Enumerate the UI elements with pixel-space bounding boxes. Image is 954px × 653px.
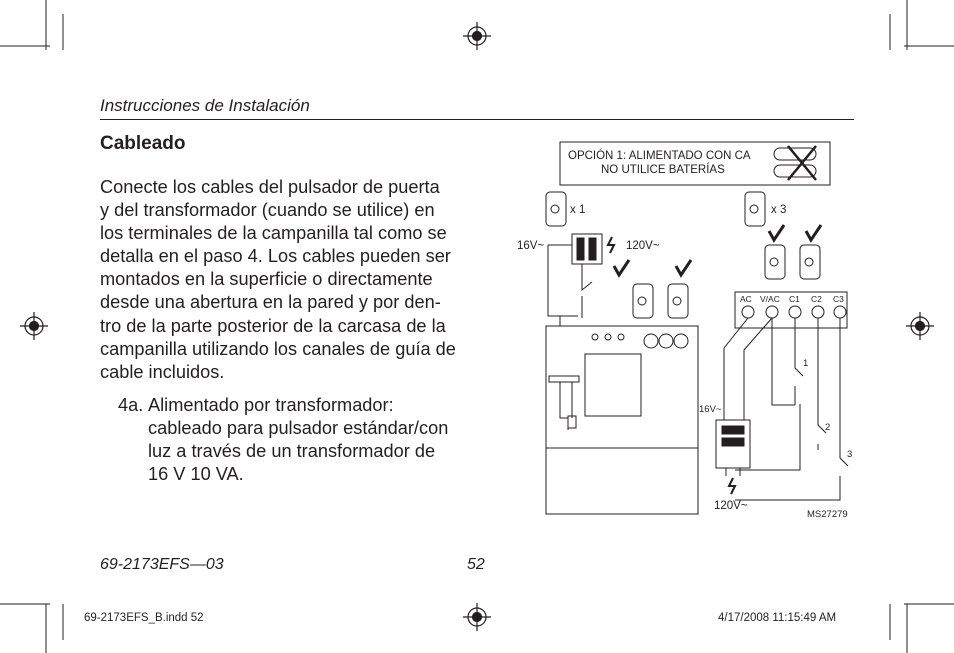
qty-left: x 1 <box>570 204 586 216</box>
body-line: cable incluidos. <box>100 361 225 382</box>
switch-label-3: 3 <box>847 449 853 460</box>
step-line: cableado para pulsador estándar/con <box>148 418 449 439</box>
body-line: detalla en el paso 4. Los cables pueden ser <box>100 246 451 267</box>
step-line: luz a través de un transformador de <box>148 441 436 462</box>
body-line: Conecte los cables del pulsador de puerta <box>100 177 440 197</box>
terminal-c1: C1 <box>789 294 800 304</box>
diagram-code: MS27279 <box>807 509 848 520</box>
step-item <box>118 394 498 486</box>
slug-timestamp: 4/17/2008 11:15:49 AM <box>718 612 837 624</box>
transformer-right <box>716 420 750 494</box>
body-line: montados en la superficie o directamente <box>100 269 433 290</box>
option-line-1: OPCIÓN 1: ALIMENTADO CON CA <box>568 150 751 162</box>
step-number: 4a. <box>118 395 144 415</box>
volt-16-right: 16V~ <box>699 404 722 415</box>
running-title: Instrucciones de Instalación <box>100 96 310 115</box>
page-number: 52 <box>467 556 485 573</box>
chime-unit <box>546 326 698 514</box>
header-rule <box>100 119 854 120</box>
option-line-2: NO UTILICE BATERÍAS <box>601 164 725 176</box>
body-line: campanilla utilizando los canales de guía de <box>100 338 456 359</box>
terminal-c3: C3 <box>833 294 844 304</box>
body-line: los terminales de la campanilla tal como se <box>100 223 447 244</box>
battery-crossed-icon <box>774 146 816 180</box>
doc-number: 69-2173EFS—03 <box>100 556 224 573</box>
volt-16-left: 16V~ <box>517 240 545 252</box>
terminal-ac: AC <box>740 294 752 304</box>
body-line: desde una abertura en la pared y por den- <box>100 292 441 313</box>
switch-label-2: 2 <box>825 422 831 433</box>
terminal-vac: V/AC <box>760 294 780 304</box>
terminal-c2: C2 <box>811 294 822 304</box>
transformer-left <box>548 234 614 264</box>
qty-right: x 3 <box>771 204 787 216</box>
body-paragraph <box>100 176 492 384</box>
volt-120-right: 120V~ <box>714 500 748 512</box>
step-line: 16 V 10 VA. <box>148 464 244 485</box>
body-line: y del transformador (cuando se utilice) en <box>100 200 435 221</box>
step-line: Alimentado por transformador: <box>148 395 394 415</box>
switch-label-1: 1 <box>803 358 809 369</box>
wiring-diagram <box>546 142 848 514</box>
slug-file: 69-2173EFS_B.indd 52 <box>84 612 204 624</box>
body-line: tro de la parte posterior de la carcasa de la <box>100 315 446 336</box>
volt-120-left: 120V~ <box>626 240 660 252</box>
section-title: Cableado <box>100 133 186 154</box>
